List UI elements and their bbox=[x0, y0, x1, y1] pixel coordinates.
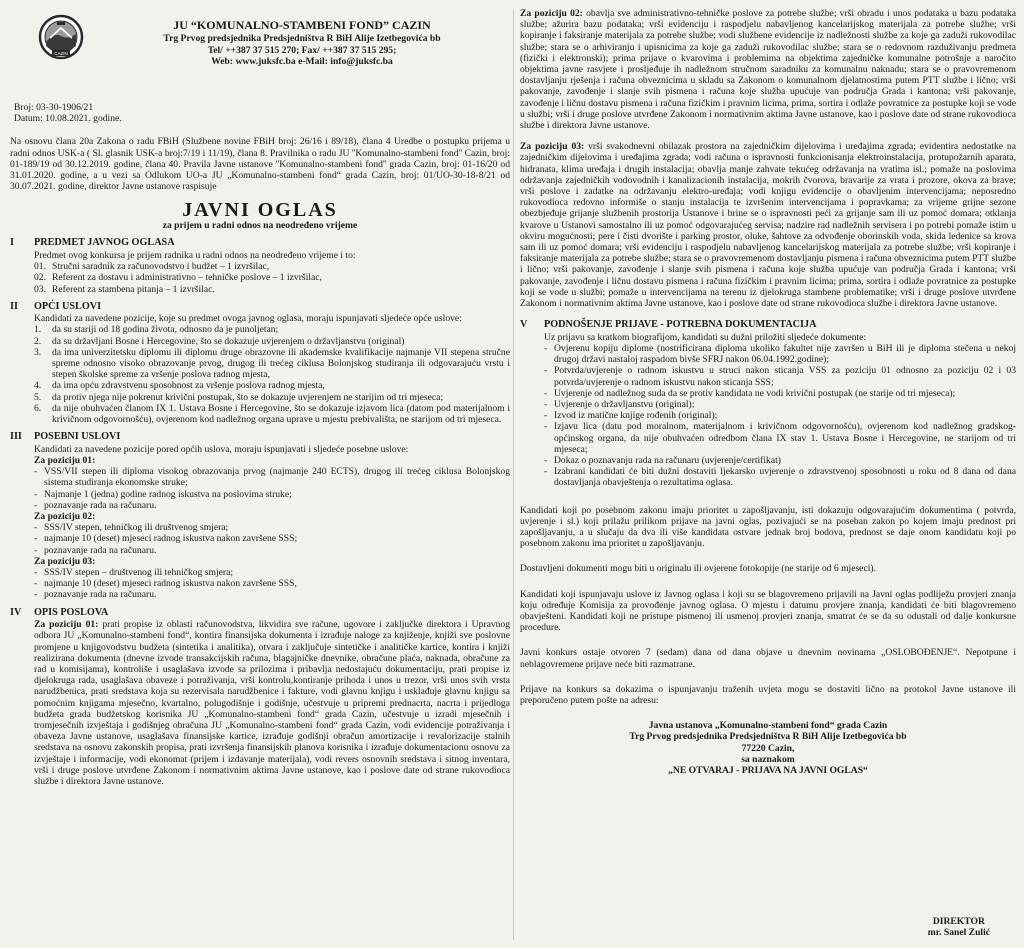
address-line: Trg Prvog predsjednika Predsjedništva R BiH Alije Izetbegovića bb bbox=[629, 731, 907, 743]
submission-paragraph: Prijave na konkurs sa dokazima o ispunjavanju traženih uvjeta mogu se dostaviti lično na protokol Javne ustanove ili preporučeno putem pošte na adresu: bbox=[520, 683, 1016, 707]
right-column bbox=[520, 8, 1016, 776]
org-address: Trg Prvog predsjednika Predsjedništva R BiH Alije Izetbegovića bb bbox=[163, 33, 441, 44]
section-text: Kandidati za navedene pozicije, koje su predmet ovoga javnog oglasa, moraju ispunjavati sljedeće opće uslove: bbox=[34, 313, 462, 325]
section-title: OPIS POSLOVA bbox=[34, 606, 109, 618]
position-list bbox=[34, 261, 510, 295]
section-subject bbox=[10, 237, 510, 294]
required-documents-list bbox=[544, 343, 1016, 489]
position-requirements bbox=[34, 466, 510, 511]
list-item: - SSS/IV stepen – društvenog ili tehničkog smjera; bbox=[34, 567, 234, 578]
list-item: - Uvjerenje o državljanstvu (original); bbox=[544, 399, 695, 410]
section-text: Uz prijavu sa kratkom biografijom, kandidati su dužni priložiti sljedeće dokumente: bbox=[544, 331, 867, 343]
deadline-paragraph: Javni konkurs ostaje otvoren 7 (sedam) dana od dana objave u dnevnim novinama „OSLOBOĐENJE“. Nepotpune i neblagovremene prijave neće biti razmatrane. bbox=[520, 647, 1016, 670]
left-column bbox=[10, 8, 510, 787]
section-number: III bbox=[10, 431, 22, 443]
section-number: II bbox=[10, 300, 18, 312]
letterhead-text bbox=[94, 8, 510, 88]
section-job-description bbox=[10, 607, 510, 788]
document-subtitle: za prijem u radni odnos na neodređeno vrijeme bbox=[162, 220, 358, 232]
director-signature bbox=[928, 916, 990, 938]
intro-paragraph: Na osnovu člana 20a Zakona o radu FBiH (Službene novine FBiH broj: 26/16 i 89/18), člana 4 Uredbe o postupku prijema u radni odnos USK-a ( Sl. glasnik USK-a broj:7/19 i 11/19), člana 8. Pravilnika o radu JU ''Komunalno-stambeni fond'' Cazin, broj: 01-189/19 od 30.12.2019. godine, člana 40. Pravila Javne ustanove ''Komunalno-stambeni fond'' grada Cazin, broj: 01-16/20 od 31.01.2020. godine, a u vezi sa Odlukom UO-a JU „Komunalno-stambeni fond“ grada Cazin, broj: 01/UO-30-18-8/21 od 30.07.2021. godine, direktor Javne ustanove raspisuje bbox=[10, 136, 510, 193]
letterhead bbox=[10, 8, 510, 88]
logo-text: CAZIN bbox=[54, 51, 68, 56]
list-item: - najmanje 10 (deset) mjeseci radnog iskustva nakon završene SSS, bbox=[34, 578, 297, 590]
list-item: - Potvrda/uvjerenje o radnom iskustvu u struci nakon sticanja VSS za poziciju 01 odnosno za poziciju 02 i 03 potvrda/uvjerenje o radnom iskustvu nakon sticanja SSS; bbox=[544, 365, 1016, 388]
priority-paragraph: Kandidati koji po posebnom zakonu imaju prioritet u zapošljavanju, isti dokazuju odgovarajućim dokumentima ( potvrda, uvjerenje i sl.) koji prilažu prilikom prijave na javni oglas, pozivajući se na poseban zakon po kojem imaju prednost pri zapošljavanju, a u slučaju da dva ili više kandidata ostvare jednak broj bodova, prednost se daje onom kandidatu koji po posebnom zakonu ima prioritet u zapošljavanju. bbox=[520, 504, 1016, 550]
list-item: - poznavanje rada na računaru. bbox=[34, 499, 157, 511]
list-item: 6. da nije obuhvaćen članom IX 1. Ustava Bosne i Hercegovine, što se dokazuje izjavom lica (datom pod materijalnom i krivičnom odgovornošću), ovjerenom kod nadležnog organa uprave u mjestu prebivališta, ne starijom od tri mjeseca. bbox=[34, 402, 510, 426]
position-label: Za poziciju 02: bbox=[34, 510, 96, 522]
section-title: POSEBNI USLOVI bbox=[34, 431, 121, 443]
list-item: 2. da su državljani Bosne i Hercegovine, što se dokazuje uvjerenjem o državljanstvu (original) bbox=[34, 335, 405, 347]
document-number: Broj: 03-30-1906/21 bbox=[14, 102, 94, 113]
section-number: I bbox=[10, 237, 14, 249]
section-text: Kandidati za navedene pozicije pored općih uslova, moraju ispunjavati i sljedeće posebne uslove: bbox=[34, 443, 409, 455]
list-item: 4. da ima opću zdravstvenu sposobnost za vršenje poslova radnog mjesta, bbox=[34, 380, 325, 392]
list-item: - poznavanje rada na računaru. bbox=[34, 544, 157, 556]
section-number: IV bbox=[10, 606, 22, 618]
document-date: Datum: 10.08.2021. godine. bbox=[14, 113, 122, 125]
address-line: „NE OTVARAJ - PRIJAVA NA JAVNI OGLAS“ bbox=[668, 765, 868, 777]
address-line: 77220 Cazin, bbox=[741, 742, 795, 754]
list-item: - Uvjerenje od nadležnog suda da se protiv kandidata ne vodi krivični postupak (ne starije od tri mjeseca); bbox=[544, 387, 956, 399]
list-item: - Dokaz o poznavanju rada na računaru (uvjerenje/certifikat) bbox=[544, 455, 781, 467]
list-item: - Ovjerenu kopiju diplome (nostrificirana diploma ukoliko fakultet nije završen u BiH ili je diploma stečena u nekoj drugoj državi nastaloj raspadom bivše SFRJ nakon 06.04.1992.godine); bbox=[544, 342, 1016, 366]
list-item: 01. Stručni saradnik za računovodstvo i budžet – 1 izvršilac, bbox=[34, 261, 270, 273]
list-item: - Izjavu lica (datu pod moralnom, materijalnom i krivičnom odgovornošću), ovjerenom kod nadležnog gradskog-općinskog organa, da nije obuhvaćen odredbom člana IX stav 1. Ustava Bosne i Hercegovine, ne starijom od tri mjeseca; bbox=[544, 421, 1016, 455]
documents-paragraph: Dostavljeni dokumenti mogu biti u originalu ili ovjerene fotokopije (ne starije od 6 mjeseci). bbox=[520, 563, 876, 575]
job-description-02: Za poziciju 02: obavlja sve administrativno-tehničke poslove za potrebe službe; vrši obradu i unos podataka u bazu podataka službe; ažurira bazu podataka; vrši evidenciju i raspodjelu nabavljenog kancelarijskog materijala za potrebe službe; vrši kopiranje i faksiranje materijala za potrebe službe; vodi službene evidencije iz nadležnosti službe za koje ga zaduži rukovodilac službe; stara se o arhiviranju i upisnicima za koje ga zaduži rukovodilac službe; stara se o redovnom razduživanju predmeta (fizički i elektronski); prima prijave o kvarovima i problemima na objektima zajedničke komunalne potrošnje a naročito objektima javne rasvjete i prosljeđuje ih nadležnom stručnom saradniku za komunalnu naknadu; stara se o pravovremenom dostavljanju rješenja i računa obveznicima u skladu sa Zakonom o komunalnom djelatnostima putem PTT službe i lično; vrši pakovanje, zavođenje i slanje svih pismena i računa koje služba upućuje van područja Grada i kantona; vrši pakovanje, zavođenje i ličnu dostavu pismena i računa fizičkim i pravnim licima, prima, sortira i odlaže povratnice za postupke koji se vode u službi; vrši i druge poslove utvrđene Zakonom i normativnim aktima Javne ustanove, kao i poslove date od strane rukovodioca službe i direktora Javne ustanove. bbox=[520, 8, 1016, 132]
org-phone: Tel/ ++387 37 515 270; Fax/ ++387 37 515 295; bbox=[207, 44, 397, 56]
list-item: - Izabrani kandidati će biti dužni dostaviti ljekarsko uvjerenje o zdravstvenoj sposobnosti u roku od 8 dana od dana dostavljanja obavještenja o rezultatima oglasa. bbox=[544, 466, 1016, 489]
list-item: - SSS/IV stepen, tehničkog ili društvenog smjera; bbox=[34, 522, 229, 534]
section-text: Predmet ovog konkursa je prijem radnika u radni odnos na neodređeno vrijeme i to: bbox=[34, 249, 356, 261]
section-title: OPĆI USLOVI bbox=[34, 300, 102, 312]
address-line: Javna ustanova „Komunalno-stambeni fond“ grada Cazin bbox=[648, 720, 888, 732]
list-item: 5. da protiv njega nije pokrenut krivični postupak, što se dokazuje uvjerenjem ne starijim od tri mjeseca; bbox=[34, 391, 444, 403]
list-item: 03. Referent za stambena pitanja – 1 izvršilac. bbox=[34, 283, 215, 295]
section-number: V bbox=[520, 319, 528, 331]
column-divider bbox=[513, 10, 514, 940]
job-description-03: Za poziciju 03: vrši svakodnevni obilazak prostora na zajedničkim dijelovima i uređajima zgrada; evidentira nedostatke na zajedničkim dijelovima i uređajima zgrada; vodi računa o ispravnosti funkcionisanja elektroinstalacija, protupožarnih aparata, hidranata, klima uređaja i drugih instalacija; obavlja manje zahvate tekućeg održavanja na vratima isl.; pomaže na poslovima održavanja zajedničkih vodovodnih i kanalizacionih instalacija, mokrih čvorova, bravarije za vrata i prozore, okova za brave; vrši poslove i zadatke na održavanju elektro-uređaja; vodi knjigu evidencije o obavljenim intervencijama; neposredno rukovodioca redovno informiše o stanju instalacija te izvršenim intervencijama i popravkama; za vrijeme grijne sezone obezbjeđuje grijanje službenih prostorija Ustanove i brine se o ispravnosti peći za grijanje sam ili uz pomoć domara; otklanja kvarove u Ustanovi samostalno ili uz pomoć odgovarajućeg servisa; nadzire rad nadležnih servisera i po potrebi pomaže istim u okviru mogućnosti; pere i čisti dvorište i parking prostor, oluke, šahtove za odvođenje oborinskih voda, skida ledenice sa krova sam ili uz pomoć domara; vrši evidenciju i raspodjelu nabavljenog kancelarijskog materijala za potrebe službe; vrši kopiranje i faksiranje materijala za potrebe službe; stara se o pravovremenom dostavljanju pismena i računa obveznicima putem PTT službe i lično; vrši pakovanje, zavođenje i slanje svih pismena i računa koje služba upućuje van područja Grada i kantona; vrši pakovanje, zavođenje i ličnu dostavu pismena i računa fizičkim i pravnim licima; prima, sortira i odlaže povratnice za postupke koji se vode u službi; pomaže u intervencijama na terenu iz djelokruga stambene problematike; vrši i druge poslove utvrđene Zakonom i normativnim aktima Javne ustanove, kao i poslove date od strane rukovodioca službe i direktora Javne ustanove. bbox=[520, 141, 1016, 310]
job-description-01: Za poziciju 01: prati propise iz oblasti računovodstva, likvidira sve račune, ugovore i zaključke direktora i Upravnog odbora JU „Komunalno-stambeni fond“, kontira finansijska dokumenta i izrađuje naloge za knjiženje, knjiži sve poslovne promjene u knjigovodstvu budžeta (sintetika i analitika), otvara i zaključuje sintetičke i analitičke kartice, kontira i knjiži realizirana dokumenta (dnevne izvode transakcijskih računa, blagajničke dnevnike, obračune plaća, naknada, obračune za rad u komisijama), kontroliše i usaglašava izvode sa prilozima i pribavlja nedostajuću dokumentaciju, prati propise iz djelokruga rada, usaglašava obaveze i potraživanja, vrši kontrolu,kontiranje prihoda i unos u trezor, vrši unos svih vrsta narudžbenica, prati sredstava koja su rezervisala narudžbenice i fakture, vodi glavnu knjigu i usklađuje glavnu knjigu sa pomoćnim knjigama mjesečno, kvartalno, polugodišnje i godišnje, učestvuje u pripremi prednacrta, nacrta i prijedloga budžeta grada budžetskog korisnika JU „Komunalno-stambeni fond“ grada Cazin, učestvuje u izradi mjesečnih i tromjesečnih izvještaja i godišnjeg obračuna JU „Komunalno-stambeni fond“ grada Cazin, vodi evidencije potraživanja i obaveza Javne ustanove, usaglašava finansijske kartice, izrađuje godišnji obračun amortizacije i revalorizacije stalnih sredstava na osnovu zakonskih propisa, prati izvršenja finansijskih planova korisnika i izrađuje dokumentacionu osnovu za izvještaje i informacije, vodi ekonomat (prijem i izdavanje materijala), vodi revers osnovnih sredstava i sitnog inventara, vrši i druge poslove utvrđene Zakonom i normativnim aktima Javne ustanove, kao i poslove date od strane rukovodioca službe i direktora Javne ustanove. bbox=[34, 619, 511, 787]
submission-address bbox=[520, 720, 1016, 776]
conditions-list bbox=[34, 324, 510, 425]
list-item: 3. da ima univerzitetsku diplomu ili diplomu druge obrazovne ili akademske kvalifikacije najmanje VII stepena stručne spreme odnosno visoko obrazovanje prvog, drugog ili trećeg ciklusa Bolonjskog studiranja ili odgovarajuću vrstu i stepen školske spreme za vršenje poslova radnog mjesta, bbox=[34, 346, 510, 381]
address-line: sa naznakom bbox=[741, 753, 795, 765]
section-title: PODNOŠENJE PRIJAVE - POTREBNA DOKUMENTACIJA bbox=[544, 319, 817, 331]
list-item: - najmanje 10 (deset) mjeseci radnog iskustva nakon završene SSS; bbox=[34, 533, 298, 545]
section-general-conditions bbox=[10, 301, 510, 426]
list-item: - poznavanje rada na računaru. bbox=[34, 589, 157, 601]
position-requirements bbox=[34, 567, 510, 601]
section-special-conditions bbox=[10, 431, 510, 600]
section-title: PREDMET JAVNOG OGLASA bbox=[34, 237, 175, 249]
list-item: - Najmanje 1 (jedna) godine radnog iskustva na poslovima struke; bbox=[34, 488, 292, 500]
position-requirements bbox=[34, 522, 510, 556]
section-application bbox=[520, 319, 1016, 488]
org-name: JU “KOMUNALNO-STAMBENI FOND” CAZIN bbox=[173, 18, 431, 32]
organization-logo-icon bbox=[38, 14, 84, 60]
position-label: Za poziciju 03: bbox=[34, 555, 96, 567]
director-title: DIREKTOR bbox=[932, 915, 985, 927]
list-item: 1. da su stariji od 18 godina života, odnosno da je punoljetan; bbox=[34, 324, 279, 336]
testing-paragraph: Kandidati koji ispunjavaju uslove iz Javnog oglasa i koji su se blagovremeno prijavili na Javni oglas podliježu provjeri znanja koju određuje Komisija za provođenje javnog oglasa. O mjestu i datumu provjere znanja, kandidati će biti blagovremeno obavješteni. Kandidati koji ne pristupe pismenoj ili usmenoj provjeri znanja, smatrat će se da su odustali od dalje konkursne procedure. bbox=[520, 588, 1016, 634]
list-item: 02. Referent za dostavu i administrativno – tehničke poslove – 1 izvršilac, bbox=[34, 272, 322, 284]
list-item: - Izvod iz matične knjige rođenih (original); bbox=[544, 410, 718, 422]
list-item: - VSS/VII stepen ili diploma visokog obrazovanja prvog (najmanje 240 ECTS), drugog ili trećeg ciklusa Bolonjskog sistema studiranja ekonomske struke; bbox=[34, 466, 510, 489]
org-web: Web: www.juksfc.ba e-Mail: info@juksfc.ba bbox=[211, 56, 393, 67]
document-title: JAVNI OGLAS bbox=[182, 199, 338, 222]
document-meta bbox=[14, 102, 510, 124]
director-name: mr. Sanel Zulić bbox=[927, 926, 990, 938]
position-label: Za poziciju 01: bbox=[34, 454, 96, 466]
